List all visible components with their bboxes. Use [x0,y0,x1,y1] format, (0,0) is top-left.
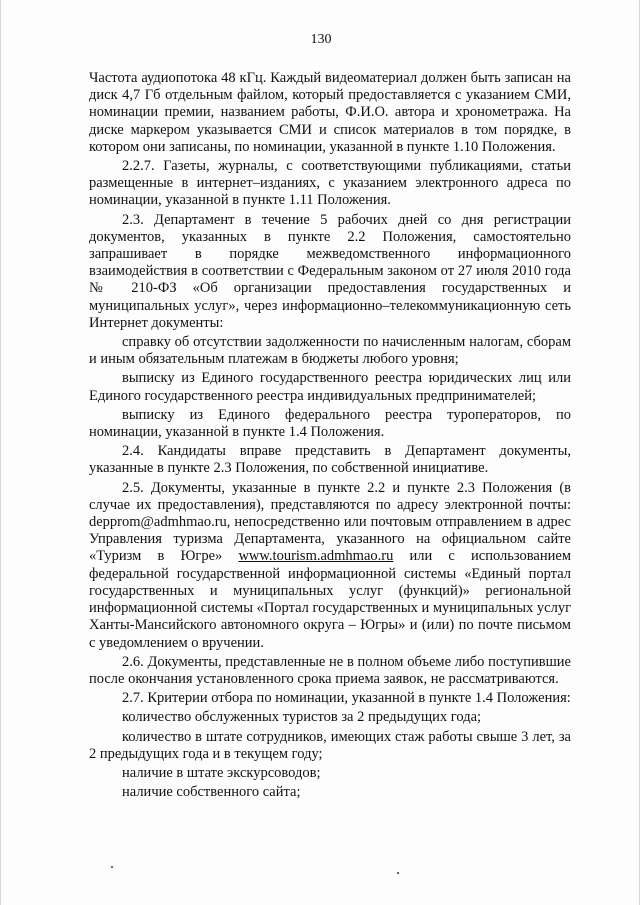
tourism-site-link[interactable]: www.tourism.admhmao.ru [238,548,394,565]
paragraph-2-3-item-debt-certificate: справку об отсутствии задолженности по начисленным налогам, сборам и иным обязательным платежам в бюджеты любого уровня; [89,334,571,368]
scan-speck-left [111,866,113,868]
paragraph-2-3-item-registry-extract: выписку из Единого государственного реестра юридических лиц или Единого государственного реестра индивидуальных предпринимателей; [89,370,571,404]
paragraph-2-5-text-1: 2.5. Документы, указанные в пункте 2.2 и пункте 2.3 Положения (в случае их предоставления), представляются по адресу электронной почты: depprom@admhmao.ru, непосредственно или почтовым отправлением в адрес Управления туризма Департамента, указанного на официальном сайте «Туризм в Югре» [89,479,571,565]
paragraph-2-3: 2.3. Департамент в течение 5 рабочих дней со дня регистрации документов, указанных в пункте 2.2 Положения, самостоятельно запрашивает в порядке межведомственного информационного взаимодействия в соответствии с Федеральным законом от 27 июля 2010 года № 210-ФЗ «Об организации предоставления государственных и муниципальных услуг», через информационно–телекоммуникационную сеть Интернет документы: [89,211,571,331]
paragraph-2-2-7: 2.2.7. Газеты, журналы, с соответствующими публикациями, статьи размещенные в интернет–изданиях, с указанием электронного адреса по номинации, указанной в пункте 1.11 Положения. [89,158,571,209]
paragraph-continuation: Частота аудиопотока 48 кГц. Каждый видеоматериал должен быть записан на диск 4,7 Гб отдельным файлом, который предоставляется с указанием СМИ, номинации премии, названием работы, Ф.И.О. автора и хронометража. На диске маркером указывается СМИ и список материалов в том порядке, в котором они записаны, по номинации, указанной в пункте 1.10 Положения. [89,70,571,155]
paragraph-2-7-item-staff: количество в штате сотрудников, имеющих стаж работы свыше 3 лет, за 2 предыдущих года и в текущем году; [89,728,571,762]
paragraph-2-4: 2.4. Кандидаты вправе представить в Департамент документы, указанные в пункте 2.3 Положения, по собственной инициативе. [89,443,571,477]
document-body [89,70,571,803]
paragraph-2-7-item-tourists: количество обслуженных туристов за 2 предыдущих года; [122,709,482,726]
page-number: 130 [310,32,332,47]
paragraph-2-5 [89,480,571,652]
paragraph-2-7: 2.7. Критерии отбора по номинации, указанной в пункте 1.4 Положения: [122,690,571,707]
scan-speck-right [397,872,399,874]
paragraph-2-6: 2.6. Документы, представленные не в полном объеме либо поступившие после окончания установленного срока приема заявок, не рассматриваются. [89,653,571,687]
paragraph-2-7-item-guides: наличие в штате экскурсоводов; [122,764,321,781]
paragraph-2-5-text-2: или с использованием федеральной государственной информационной системы «Единый портал государственных и муниципальных услуг (функций)» региональной информационной системы «Портал государственных и муниципальных услуг Ханты-Мансийского автономного округа – Югры» и (или) по почте письмом с уведомлением о вручении. [89,548,572,651]
paragraph-2-7-item-website: наличие собственного сайта; [122,784,301,801]
paragraph-2-3-item-tour-operators: выписку из Единого федерального реестра туроператоров, по номинации, указанной в пункте 1.4 Положения. [89,406,571,441]
